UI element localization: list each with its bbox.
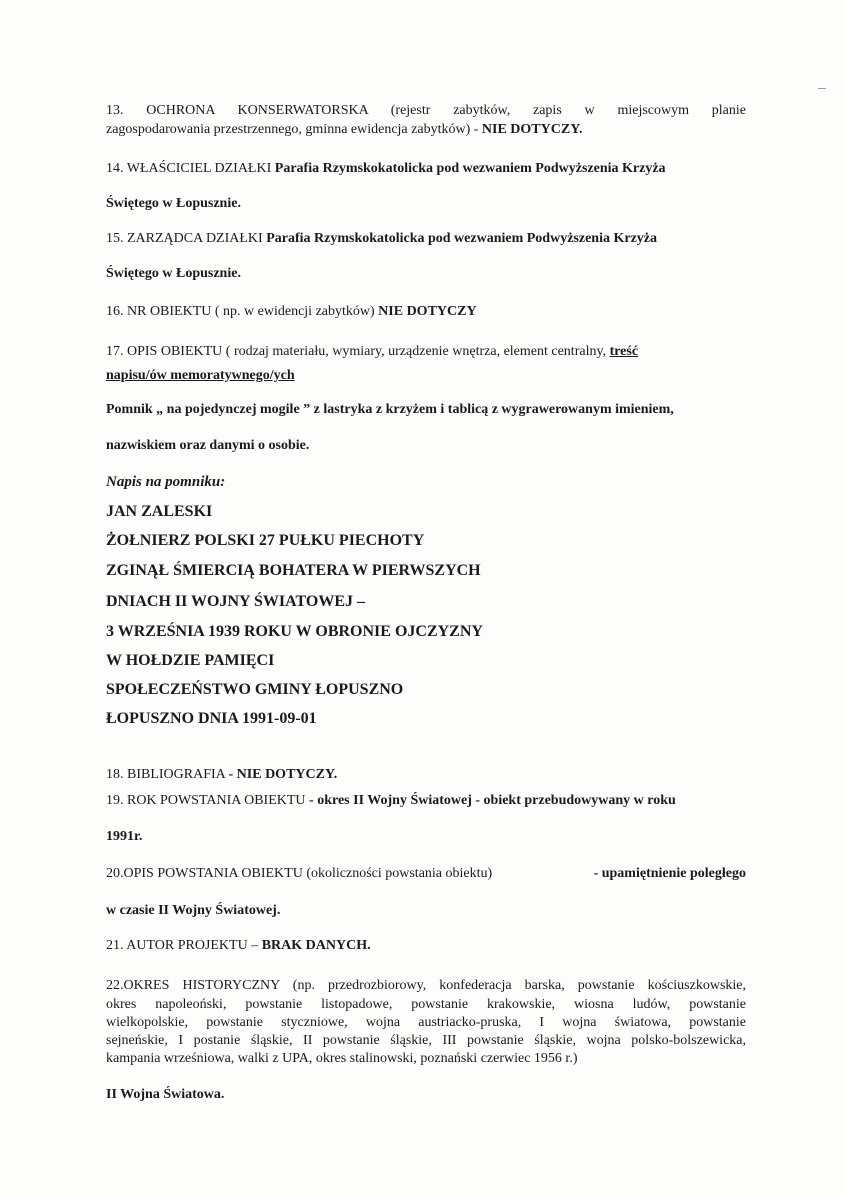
inscription-line: ŻOŁNIERZ POLSKI 27 PUŁKU PIECHOTY — [106, 532, 425, 549]
item-22-period-line: 22.OKRES HISTORYCZNY (np. przedrozbiorowy, konfederacja barska, powstanie kościuszkowskie, — [106, 978, 746, 993]
inscription-line: ZGINĄŁ ŚMIERCIĄ BOHATERA W PIERWSZYCH — [106, 562, 481, 579]
inscription-line: ŁOPUSZNO DNIA 1991-09-01 — [106, 710, 317, 727]
item-22-period-line: kampania wrześniowa, walki z UPA, okres stalinowski, poznański czerwiec 1956 r.) — [106, 1051, 578, 1066]
item-18-bibliography: 18. BIBLIOGRAFIA - NIE DOTYCZY. — [106, 767, 338, 782]
item-20-origin: 20.OPIS POWSTANIA OBIEKTU (okoliczności powstania obiektu) — [106, 866, 493, 881]
item-22-period-line: wielkopolskie, powstanie styczniowe, wojna austriacko-pruska, I wojna światowa, powstanie — [106, 1015, 746, 1030]
inscription-line: JAN ZALESKI — [106, 503, 213, 520]
margin-mark — [818, 88, 826, 89]
inscription-line: DNIACH II WOJNY ŚWIATOWEJ – — [106, 593, 366, 610]
item-22-period-line: sejneńskie, I postanie śląskie, II powstanie śląskie, III powstanie śląskie, wojna polsko-bolszewicka, — [106, 1033, 746, 1048]
item-13-line-2: zagospodarowania przestrzennego, gminna ewidencja zabytków) - NIE DOTYCZY. — [106, 122, 583, 137]
item-20-origin-cont: w czasie II Wojny Światowej. — [106, 903, 281, 918]
item-19-year-cont: 1991r. — [106, 829, 143, 844]
item-14-owner: 14. WŁAŚCICIEL DZIAŁKI Parafia Rzymskokatolicka pod wezwaniem Podwyższenia Krzyża — [106, 161, 666, 176]
inscription-line: 3 WRZEŚNIA 1939 ROKU W OBRONIE OJCZYZNY — [106, 623, 483, 640]
item-21-author: 21. AUTOR PROJEKTU – BRAK DANYCH. — [106, 938, 371, 953]
item-22-period-value: II Wojna Światowa. — [106, 1087, 225, 1102]
item-15-manager: 15. ZARZĄDCA DZIAŁKI Parafia Rzymskokatolicka pod wezwaniem Podwyższenia Krzyża — [106, 231, 658, 246]
inscription-heading: Napis na pomniku: — [106, 474, 226, 490]
inscription-line: W HOŁDZIE PAMIĘCI — [106, 652, 275, 669]
item-17-description-label-cont: napisu/ów memoratywnego/ych — [106, 368, 295, 383]
item-15-manager-cont: Świętego w Łopusznie. — [106, 266, 241, 281]
item-13-line-1: 13. OCHRONA KONSERWATORSKA (rejestr zabytków, zapis w miejscowym planie — [106, 103, 746, 118]
item-14-owner-cont: Świętego w Łopusznie. — [106, 196, 241, 211]
item-17-description-label: 17. OPIS OBIEKTU ( rodzaj materiału, wymiary, urządzenie wnętrza, element centralny, treść — [106, 344, 639, 359]
item-22-period-line: okres napoleoński, powstanie listopadowe, powstanie krakowskie, wiosna ludów, powstanie — [106, 997, 746, 1012]
item-17-description-text-cont: nazwiskiem oraz danymi o osobie. — [106, 438, 310, 453]
item-19-year: 19. ROK POWSTANIA OBIEKTU - okres II Wojny Światowej - obiekt przebudowywany w roku — [106, 793, 676, 808]
item-16-object-number: 16. NR OBIEKTU ( np. w ewidencji zabytków) NIE DOTYCZY — [106, 304, 477, 319]
inscription-line: SPOŁECZEŃSTWO GMINY ŁOPUSZNO — [106, 681, 404, 698]
item-17-description-text: Pomnik „ na pojedynczej mogile ” z lastryka z krzyżem i tablicą z wygrawerowanym imieniem, — [106, 402, 674, 417]
item-20-origin-value: - upamiętnienie poległego — [593, 866, 746, 881]
